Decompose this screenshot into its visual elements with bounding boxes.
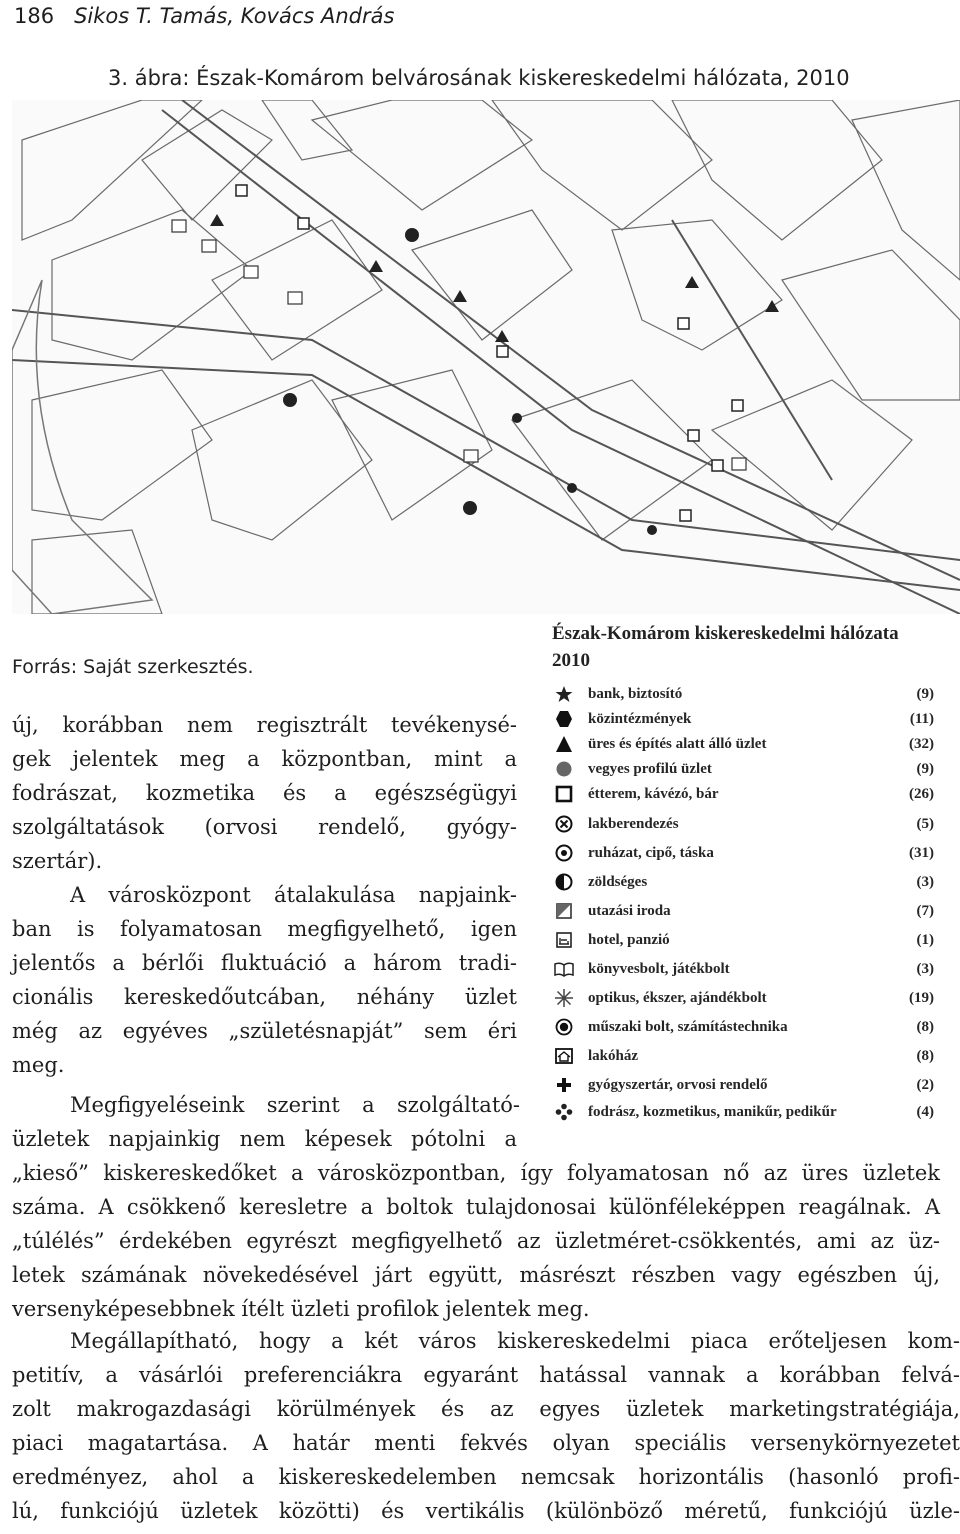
legend-item-mixed (548, 757, 948, 781)
legend-count: (9) (916, 686, 934, 702)
legend-label: étterem, kávézó, bár (588, 786, 719, 802)
legend-label: könyvesbolt, játékbolt (588, 961, 730, 977)
legend-count: (3) (916, 961, 934, 977)
legend-item-travel (548, 899, 948, 923)
text-line: új, korábban nem regisztrált tevékenysé- (12, 713, 517, 737)
legend-count: (5) (916, 816, 934, 832)
text-line: petitív, a vásárlói preferenciákra egyaránt hatással vannak a korábban felvá- (12, 1363, 960, 1387)
legend-title-line: Észak-Komárom kiskereskedelmi hálózata (552, 623, 899, 644)
legend-label: közintézmények (588, 711, 692, 727)
legend-count: (31) (909, 845, 934, 861)
legend-label: bank, biztosító (588, 686, 683, 702)
book-icon (552, 957, 576, 981)
text-line: zolt makrogazdasági körülmények és az egyes üzletek marketingstratégiája, (12, 1397, 960, 1421)
map-legend (548, 618, 960, 1130)
legend-count: (2) (916, 1077, 934, 1093)
filled-hexagon-icon (552, 707, 576, 731)
figure-caption: 3. ábra: Észak-Komárom belvárosának kiskereskedelmi hálózata, 2010 (108, 66, 850, 90)
legend-count: (3) (916, 874, 934, 890)
legend-item-electronics (548, 1015, 948, 1039)
text-line: piaci magatartása. A határ menti fekvés olyan speciális versenykörnyezetet (12, 1431, 960, 1455)
asterisk-icon (552, 986, 576, 1010)
open-square-icon (552, 782, 576, 806)
text-line: gek jelentek meg a központban, mint a (12, 747, 517, 771)
legend-label: műszaki bolt, számítástechnika (588, 1019, 788, 1035)
text-line: „kieső” kiskereskedőket a városközpontban, így folyamatosan nő az üres üzletek (12, 1161, 940, 1185)
text-line: száma. A csökkenő keresletre a boltok tulajdonosai különféleképpen reagálnak. A (12, 1195, 940, 1219)
legend-count: (1) (916, 932, 934, 948)
text-line: „túlélés” érdekében egyrészt megfigyelhető az üzletméret-csökkentés, ami az üz- (12, 1229, 940, 1253)
legend-label: hotel, panzió (588, 932, 670, 948)
text-line: szolgáltatások (orvosi rendelő, gyógy- (12, 815, 517, 839)
legend-item-public (548, 707, 948, 731)
legend-label: zöldséges (588, 874, 648, 890)
city-map (12, 100, 960, 614)
legend-label: gyógyszertár, orvosi rendelő (588, 1077, 768, 1093)
text-line: lú, funkciójú üzletek közötti) és vertikális (különböző méretű, funkciójú üzle- (12, 1499, 960, 1523)
text-line: eredményez, ahol a kiskereskedelemben nemcsak horizontális (hasonló profi- (12, 1465, 960, 1489)
authors: Sikos T. Tamás, Kovács András (74, 4, 395, 28)
legend-item-bank (548, 682, 948, 706)
text-line: meg. (12, 1053, 65, 1077)
legend-item-furnishing (548, 812, 948, 836)
diagonal-square-icon (552, 899, 576, 923)
legend-label: vegyes profilú üzlet (588, 761, 712, 777)
text-line: cionális kereskedőutcában, néhány üzlet (12, 985, 517, 1009)
text-line: ban is folyamatosan megfigyelhető, igen (12, 917, 517, 941)
legend-item-optician (548, 986, 948, 1010)
legend-label: fodrász, kozmetikus, manikűr, pedikűr (588, 1104, 837, 1120)
circled-x-icon (552, 812, 576, 836)
legend-year: 2010 (552, 650, 590, 671)
text-line: versenyképesebbnek ítélt üzleti profilok jelentek meg. (12, 1297, 590, 1321)
target-icon (552, 1015, 576, 1039)
half-circle-icon (552, 870, 576, 894)
page-number: 186 (14, 4, 55, 28)
legend-label: ruházat, cipő, táska (588, 845, 714, 861)
legend-label: utazási iroda (588, 903, 671, 919)
text-line: jelentős a bérlői fluktuáció a három tradi- (12, 951, 517, 975)
legend-item-clothing (548, 841, 948, 865)
legend-count: (11) (909, 711, 934, 727)
legend-item-restaurant (548, 782, 948, 806)
city-map-drawing (12, 100, 960, 614)
grey-circle-icon (552, 757, 576, 781)
circled-dot-icon (552, 841, 576, 865)
legend-title (552, 620, 899, 674)
text-line: még az egyéves „születésnapját” sem éri (12, 1019, 517, 1043)
legend-item-greengrocer (548, 870, 948, 894)
legend-item-hotel (548, 928, 948, 952)
legend-count: (32) (909, 736, 934, 752)
legend-label: lakóház (588, 1048, 639, 1064)
filled-triangle-icon (552, 732, 576, 756)
text-line: üzletek napjainkig nem képesek pótolni a (12, 1127, 517, 1151)
text-line: szertár). (12, 849, 103, 873)
text-line: A városközpont átalakulása napjaink- (70, 883, 517, 907)
text-line: letek számának növekedésével járt együtt, másrészt részben vagy egészben új, (12, 1263, 940, 1287)
house-square-icon (552, 1044, 576, 1068)
legend-label: optikus, ékszer, ajándékbolt (588, 990, 767, 1006)
star-icon (552, 682, 576, 706)
legend-item-empty (548, 732, 948, 756)
paragraph-2 (12, 1088, 940, 1326)
legend-count: (9) (916, 761, 934, 777)
legend-count: (19) (909, 990, 934, 1006)
text-line: fodrászat, kozmetika és a egészségügyi (12, 781, 517, 805)
text-line: Megállapítható, hogy a két város kiskereskedelmi piaca erőteljesen kom- (70, 1329, 960, 1353)
running-head (14, 4, 394, 28)
bed-square-icon (552, 928, 576, 952)
legend-item-books (548, 957, 948, 981)
paragraph-1 (12, 708, 517, 1082)
legend-count: (7) (916, 903, 934, 919)
legend-label: üres és építés alatt álló üzlet (588, 736, 767, 752)
legend-count: (8) (916, 1019, 934, 1035)
text-line: Megfigyeléseink szerint a szolgáltató- (70, 1093, 520, 1117)
paragraph-3 (12, 1324, 960, 1528)
legend-label: lakberendezés (588, 816, 679, 832)
legend-item-residential (548, 1044, 948, 1068)
legend-count: (26) (909, 786, 934, 802)
legend-count: (4) (916, 1104, 934, 1120)
figure-source: Forrás: Saját szerkesztés. (12, 656, 254, 678)
legend-count: (8) (916, 1048, 934, 1064)
